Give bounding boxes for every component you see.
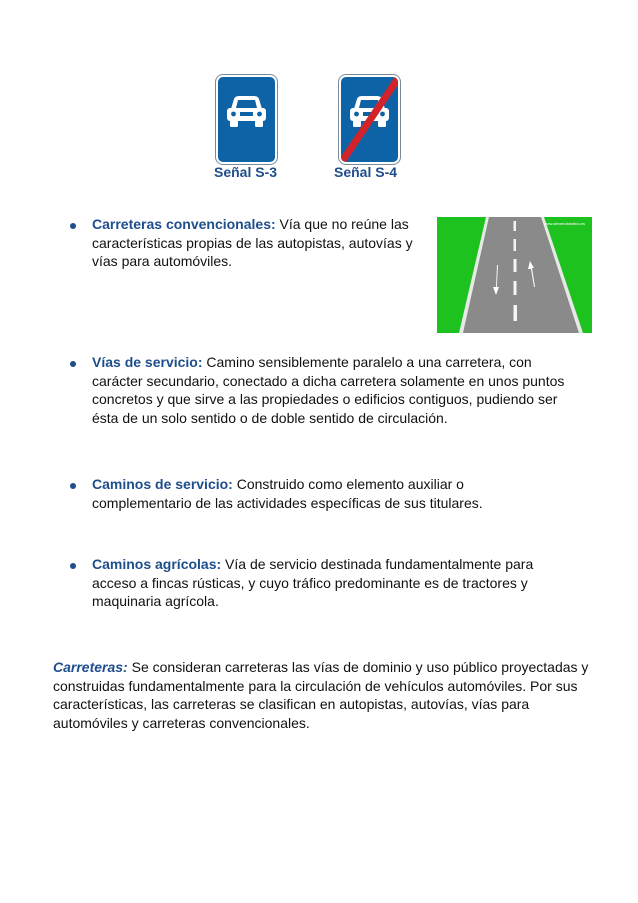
item-term: Vías de servicio:	[92, 354, 203, 370]
car-sign-end-icon	[341, 77, 398, 162]
sign-s3-image	[218, 77, 275, 162]
list-item	[92, 475, 532, 512]
road-image	[437, 217, 592, 333]
watermark-text: www.almeridatrafico.es	[543, 221, 585, 226]
list-item	[92, 215, 427, 271]
item-text: Camino sensiblemente paralelo a una carretera, con carácter secundario, conectado a dicha carretera solamente en unos puntos concretos y que sirve a las propiedades o edificios contiguos, pudiendo ser ésta de un solo sentido o de doble sentido de circulación.	[92, 354, 565, 426]
car-sign-icon	[218, 77, 275, 162]
list-item	[92, 555, 577, 611]
list-item	[92, 353, 582, 427]
sign-s3-label: Señal S-3	[214, 164, 278, 180]
bullet-dot	[70, 483, 76, 489]
bullet-dot	[70, 223, 76, 229]
item-text: Construido como elemento auxiliar o complementario de las actividades específicas de sus titulares.	[92, 476, 483, 511]
paragraph-term: Carreteras:	[53, 659, 128, 675]
item-text: Vía que no reúne las características propias de las autopistas, autovías y vías para automóviles.	[92, 216, 413, 270]
item-text: Vía de servicio destinada fundamentalmente para acceso a fincas rústicas, y cuyo tráfico predominante es de tractores y maquinaria agrícola.	[92, 556, 534, 610]
sign-s4-label: Señal S-4	[334, 164, 398, 180]
item-term: Caminos de servicio:	[92, 476, 233, 492]
bullet-dot	[70, 563, 76, 569]
definition-paragraph	[53, 658, 593, 732]
paragraph-text: Se consideran carreteras las vías de dominio y uso público proyectadas y construidas fundamentalmente para la circulación de vehículos automóviles. Por sus características, las carreteras se clasifican en autopistas, autovías, vías para automóviles y carreteras convencionales.	[53, 659, 589, 731]
sign-s4-image	[341, 77, 398, 162]
item-term: Carreteras convencionales:	[92, 216, 276, 232]
bullet-dot	[70, 361, 76, 367]
item-term: Caminos agrícolas:	[92, 556, 222, 572]
